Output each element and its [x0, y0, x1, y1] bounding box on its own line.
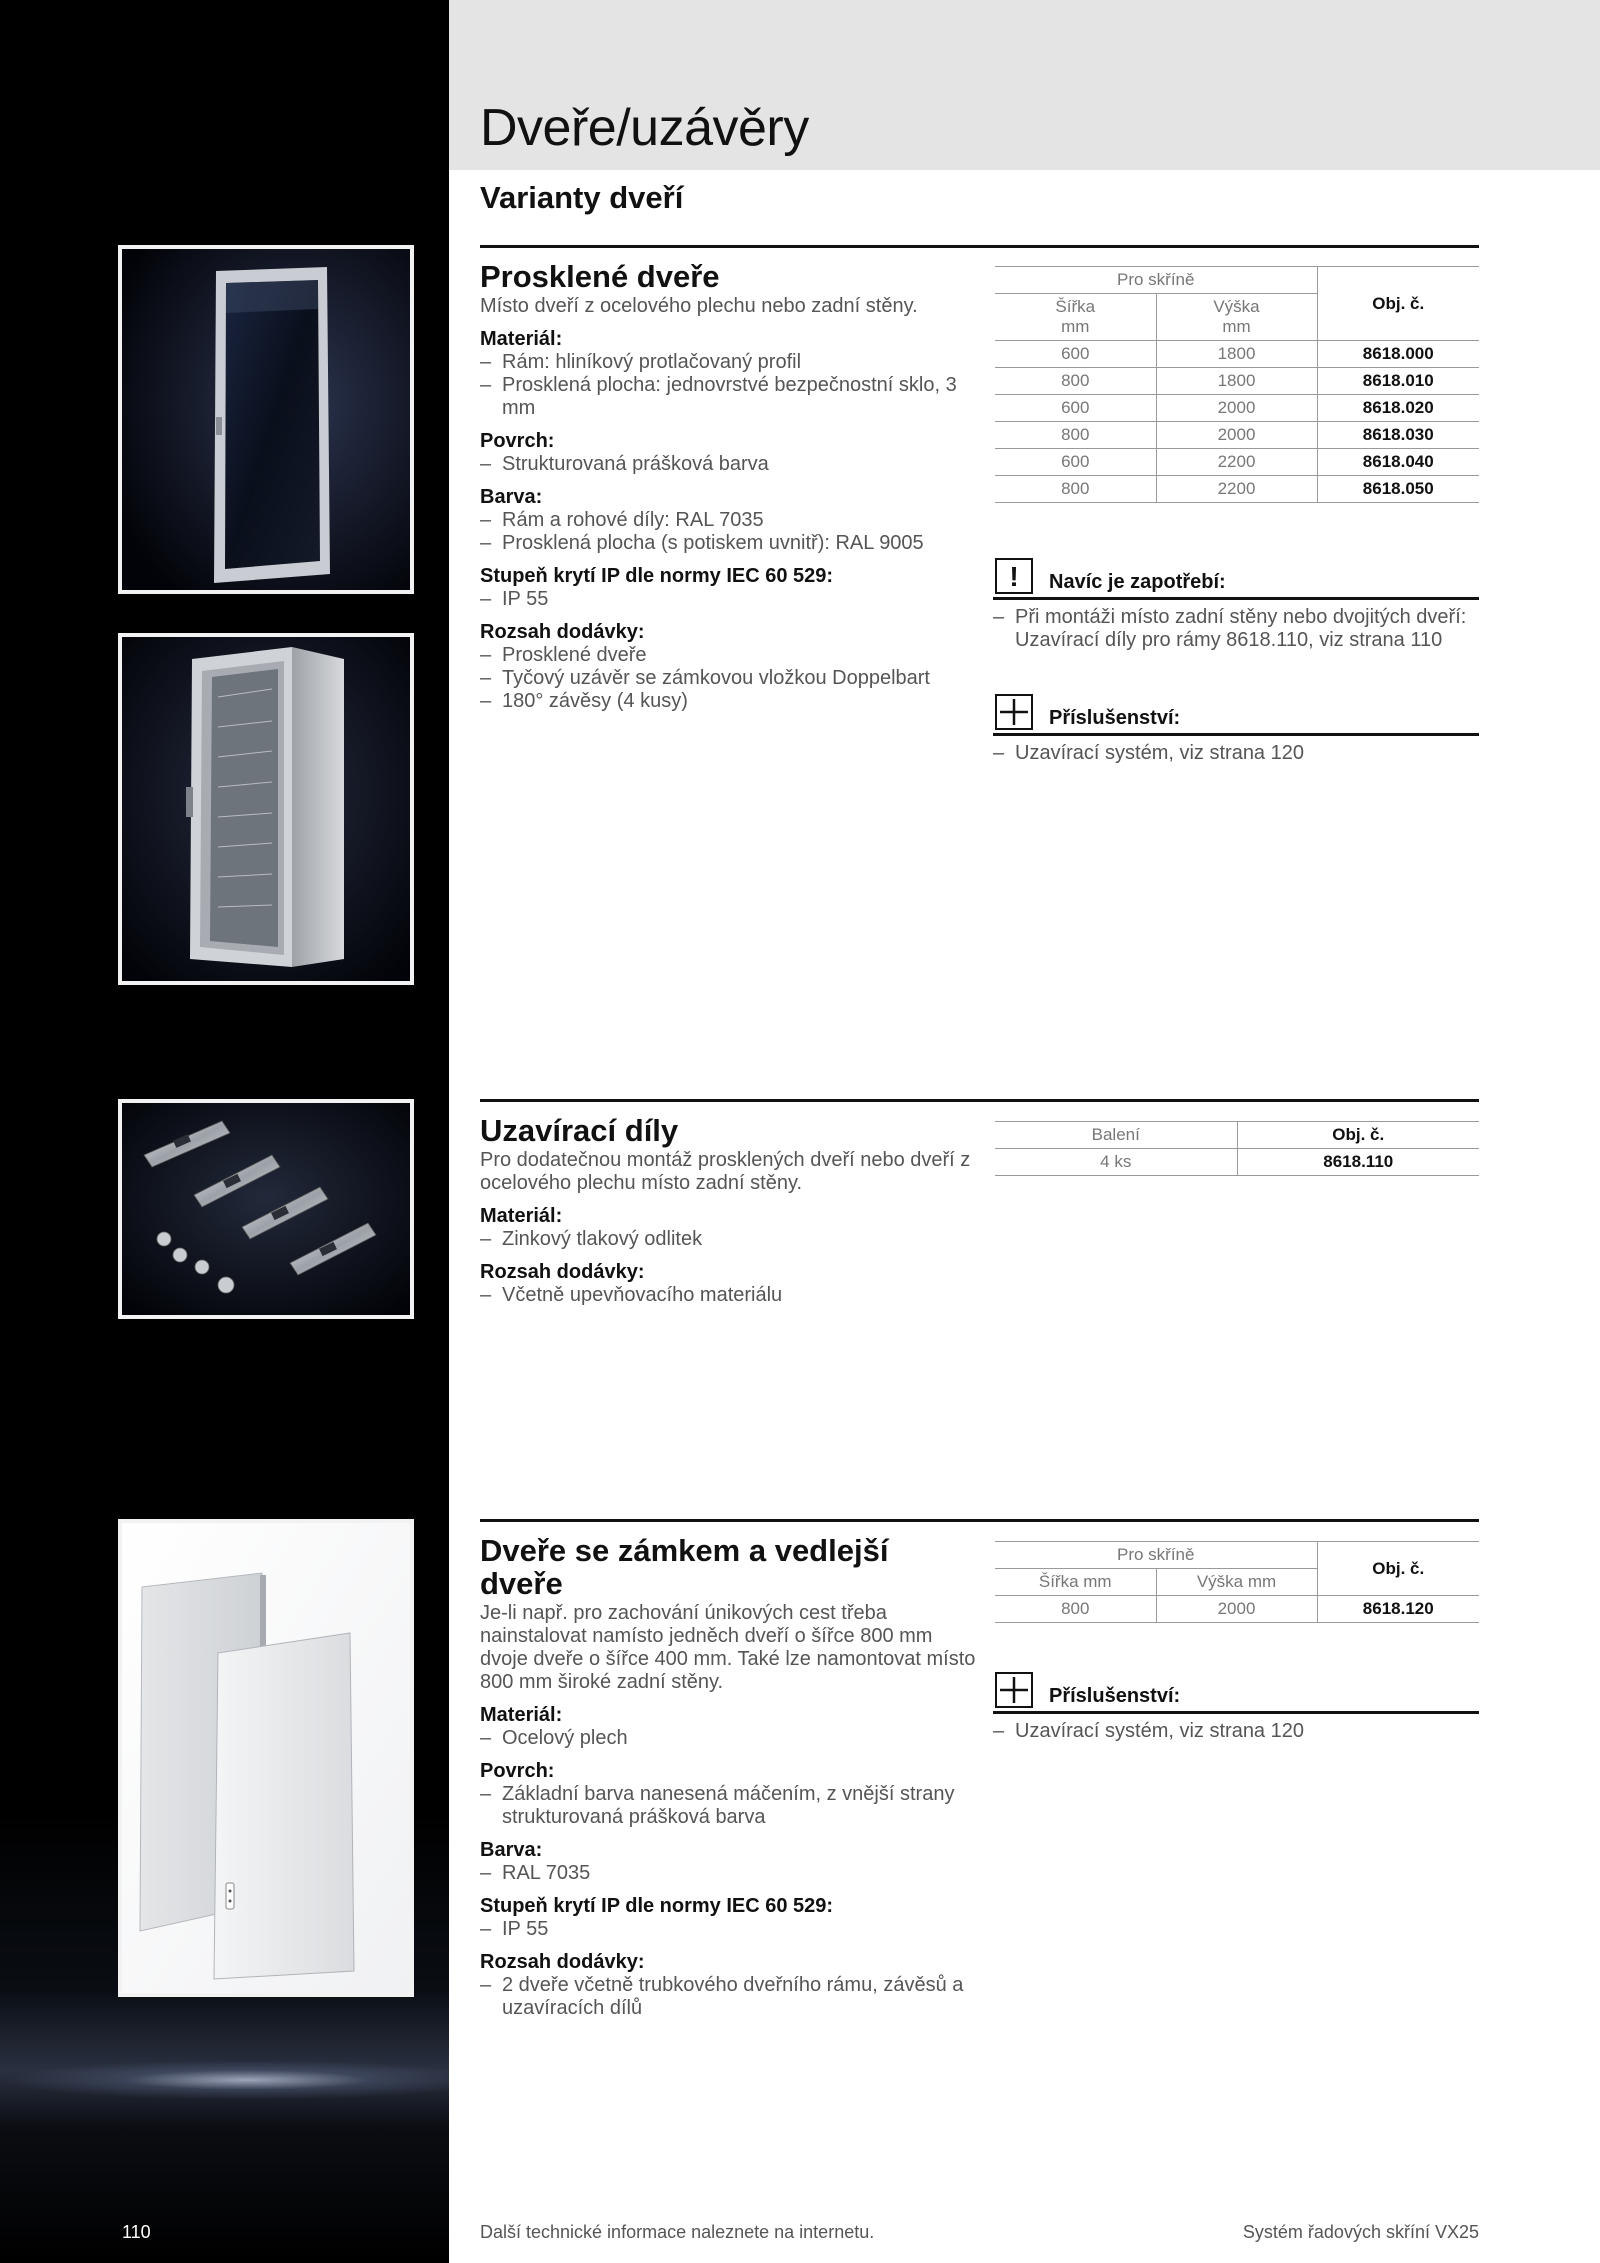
lock-door-title: Dveře se zámkem a vedlejší dveře: [480, 1533, 889, 1601]
accessories-note: [993, 692, 1479, 765]
order-number: 8618.050: [1317, 476, 1479, 503]
lock-door-photo: [118, 1519, 414, 1997]
table-row: [995, 1596, 1479, 1623]
glass-door-intro: Místo dveří z ocelového plechu nebo zadní stěny.: [480, 295, 918, 317]
table-cell: 800: [995, 368, 1156, 395]
required-note-title: Navíc je zapotřebí:: [1049, 571, 1226, 593]
list-item: – RAL 7035: [480, 1862, 980, 1885]
scope-heading: Rozsah dodávky:: [480, 1261, 645, 1283]
list-item: – Prosklené dveře: [480, 644, 980, 667]
accessories-note-body: [993, 1720, 1479, 1743]
table-cell: 4 ks: [995, 1149, 1237, 1176]
list-item: – 2 dveře včetně trubkového dveřního rámu, závěsů a uzavíracích dílů: [480, 1974, 980, 2020]
color-heading: Barva:: [480, 486, 543, 508]
table-header-order: Obj. č.: [1317, 267, 1479, 341]
closing-parts-title: Uzavírací díly: [480, 1113, 679, 1148]
glass-door-cabinet-photo: [118, 633, 414, 985]
order-number: 8618.110: [1237, 1149, 1479, 1176]
table-cell: 2000: [1156, 1596, 1317, 1623]
list-item: – Uzavírací systém, viz strana 120: [993, 742, 1304, 764]
table-cell: 800: [995, 1596, 1156, 1623]
table-row: [995, 368, 1479, 395]
accessories-note-body: [993, 742, 1479, 765]
list-item: – Tyčový uzávěr se zámkovou vložkou Doppelbart: [480, 667, 980, 690]
lock-door-intro: Je-li např. pro zachování únikových cest třeba nainstalovat namísto jedněch dveří o šířce 800 mm dvoje dveře o šířce 400 mm. Také lze namontovat místo 800 mm široké zadní stěny.: [480, 1602, 976, 1693]
closing-parts-order-table: [995, 1121, 1479, 1176]
list-item: – Strukturovaná prášková barva: [480, 453, 980, 476]
plus-icon: [995, 1672, 1033, 1708]
table-header-height: Výška mm: [1156, 294, 1317, 341]
table-cell: 800: [995, 422, 1156, 449]
table-row: [995, 341, 1479, 368]
accessories-text: Uzavírací systém, viz strana 120: [1015, 742, 1304, 764]
lock-door-order-table: [995, 1541, 1479, 1623]
glass-door-order-table: [995, 266, 1479, 503]
closing-parts-intro: Pro dodatečnou montáž prosklených dveří nebo dveří z ocelového plechu místo zadní stěny.: [480, 1149, 971, 1194]
closing-parts-image: [122, 1103, 410, 1315]
table-header-height: Výška mm: [1156, 1569, 1317, 1596]
table-cell: 600: [995, 395, 1156, 422]
accessories-note: [993, 1670, 1479, 1743]
required-note-header: [993, 556, 1479, 600]
order-number: 8618.000: [1317, 341, 1479, 368]
list-item: – IP 55: [480, 588, 980, 611]
table-row: [995, 476, 1479, 503]
material-heading: Materiál:: [480, 328, 563, 350]
table-cell: 600: [995, 341, 1156, 368]
surface-heading: Povrch:: [480, 1760, 555, 1782]
sidebar-light-reflection: [0, 2060, 449, 2100]
material-heading: Materiál:: [480, 1205, 563, 1227]
order-number: 8618.030: [1317, 422, 1479, 449]
scope-heading: Rozsah dodávky:: [480, 1951, 645, 1973]
order-number: 8618.020: [1317, 395, 1479, 422]
footer-note: Další technické informace naleznete na internetu.: [480, 2222, 875, 2242]
accessories-note-header: [993, 692, 1479, 736]
exclamation-icon: !: [995, 558, 1033, 594]
glass-door-image: [122, 249, 410, 590]
glass-door-photo: [118, 245, 414, 594]
table-cell: 2000: [1156, 422, 1317, 449]
surface-heading: Povrch:: [480, 430, 555, 452]
table-row: [995, 449, 1479, 476]
list-item: – Včetně upevňovacího materiálu: [480, 1284, 980, 1307]
table-cell: 1800: [1156, 341, 1317, 368]
table-group-header: Pro skříně: [995, 1542, 1317, 1569]
table-cell: 2200: [1156, 476, 1317, 503]
material-heading: Materiál:: [480, 1704, 563, 1726]
list-item: – 180° závěsy (4 kusy): [480, 690, 980, 713]
list-item: – Rám a rohové díly: RAL 7035: [480, 509, 980, 532]
list-item: – Základní barva nanesená máčením, z vnější strany strukturovaná prášková barva: [480, 1783, 980, 1829]
list-item: – Při montáži místo zadní stěny nebo dvojitých dveří: Uzavírací díly pro rámy 8618.110, viz strana 110: [993, 606, 1467, 651]
accessories-text: Uzavírací systém, viz strana 120: [1015, 1720, 1304, 1742]
order-number: 8618.010: [1317, 368, 1479, 395]
glass-door-title: Prosklené dveře: [480, 259, 720, 294]
table-row: [995, 422, 1479, 449]
table-group-header: Pro skříně: [995, 267, 1317, 294]
section-divider: [480, 1099, 1479, 1102]
list-item: – Ocelový plech: [480, 1727, 980, 1750]
section-divider: [480, 1519, 1479, 1522]
scope-heading: Rozsah dodávky:: [480, 621, 645, 643]
table-row: [995, 395, 1479, 422]
ip-heading: Stupeň krytí IP dle normy IEC 60 529:: [480, 565, 834, 587]
table-header-order: Obj. č.: [1317, 1542, 1479, 1596]
section-subtitle: Varianty dveří: [480, 180, 684, 215]
color-heading: Barva:: [480, 1839, 543, 1861]
table-cell: 2000: [1156, 395, 1317, 422]
footer-series: Systém řadových skříní VX25: [1242, 2222, 1479, 2242]
table-cell: 800: [995, 476, 1156, 503]
page-title: Dveře/uzávěry: [480, 99, 809, 157]
section-divider: [480, 245, 1479, 248]
accessories-note-title: Příslušenství:: [1049, 1685, 1181, 1707]
glass-door-description: [480, 260, 980, 713]
list-item: – Rám: hliníkový protlačovaný profil: [480, 351, 980, 374]
list-item: – Uzavírací systém, viz strana 120: [993, 1720, 1304, 1742]
page-number: 110: [122, 2222, 151, 2242]
closing-parts-description: [480, 1114, 980, 1307]
table-header-width: Šířka mm: [995, 1569, 1156, 1596]
accessories-note-header: [993, 1670, 1479, 1714]
table-row: [995, 1149, 1479, 1176]
table-header-width: Šířka mm: [995, 294, 1156, 341]
order-number: 8618.120: [1317, 1596, 1479, 1623]
required-note: [993, 556, 1479, 652]
lock-door-description: [480, 1534, 980, 2020]
list-item: – Prosklená plocha: jednovrstvé bezpečnostní sklo, 3 mm: [480, 374, 980, 420]
list-item: – IP 55: [480, 1918, 980, 1941]
required-note-body: [993, 606, 1479, 652]
accessories-note-title: Příslušenství:: [1049, 707, 1181, 729]
list-item: – Prosklená plocha (s potiskem uvnitř): RAL 9005: [480, 532, 980, 555]
table-header-order: Obj. č.: [1237, 1122, 1479, 1149]
order-number: 8618.040: [1317, 449, 1479, 476]
plus-icon: [995, 694, 1033, 730]
ip-heading: Stupeň krytí IP dle normy IEC 60 529:: [480, 1895, 834, 1917]
list-item: – Zinkový tlakový odlitek: [480, 1228, 980, 1251]
table-header-pack: Balení: [995, 1122, 1237, 1149]
closing-parts-photo: [118, 1099, 414, 1319]
required-note-text: Při montáži místo zadní stěny nebo dvojitých dveří: Uzavírací díly pro rámy 8618.110, viz strana 110: [1015, 606, 1467, 651]
table-cell: 1800: [1156, 368, 1317, 395]
glass-door-cabinet-image: [122, 637, 410, 981]
table-cell: 2200: [1156, 449, 1317, 476]
table-cell: 600: [995, 449, 1156, 476]
lock-door-image: [122, 1523, 410, 1993]
